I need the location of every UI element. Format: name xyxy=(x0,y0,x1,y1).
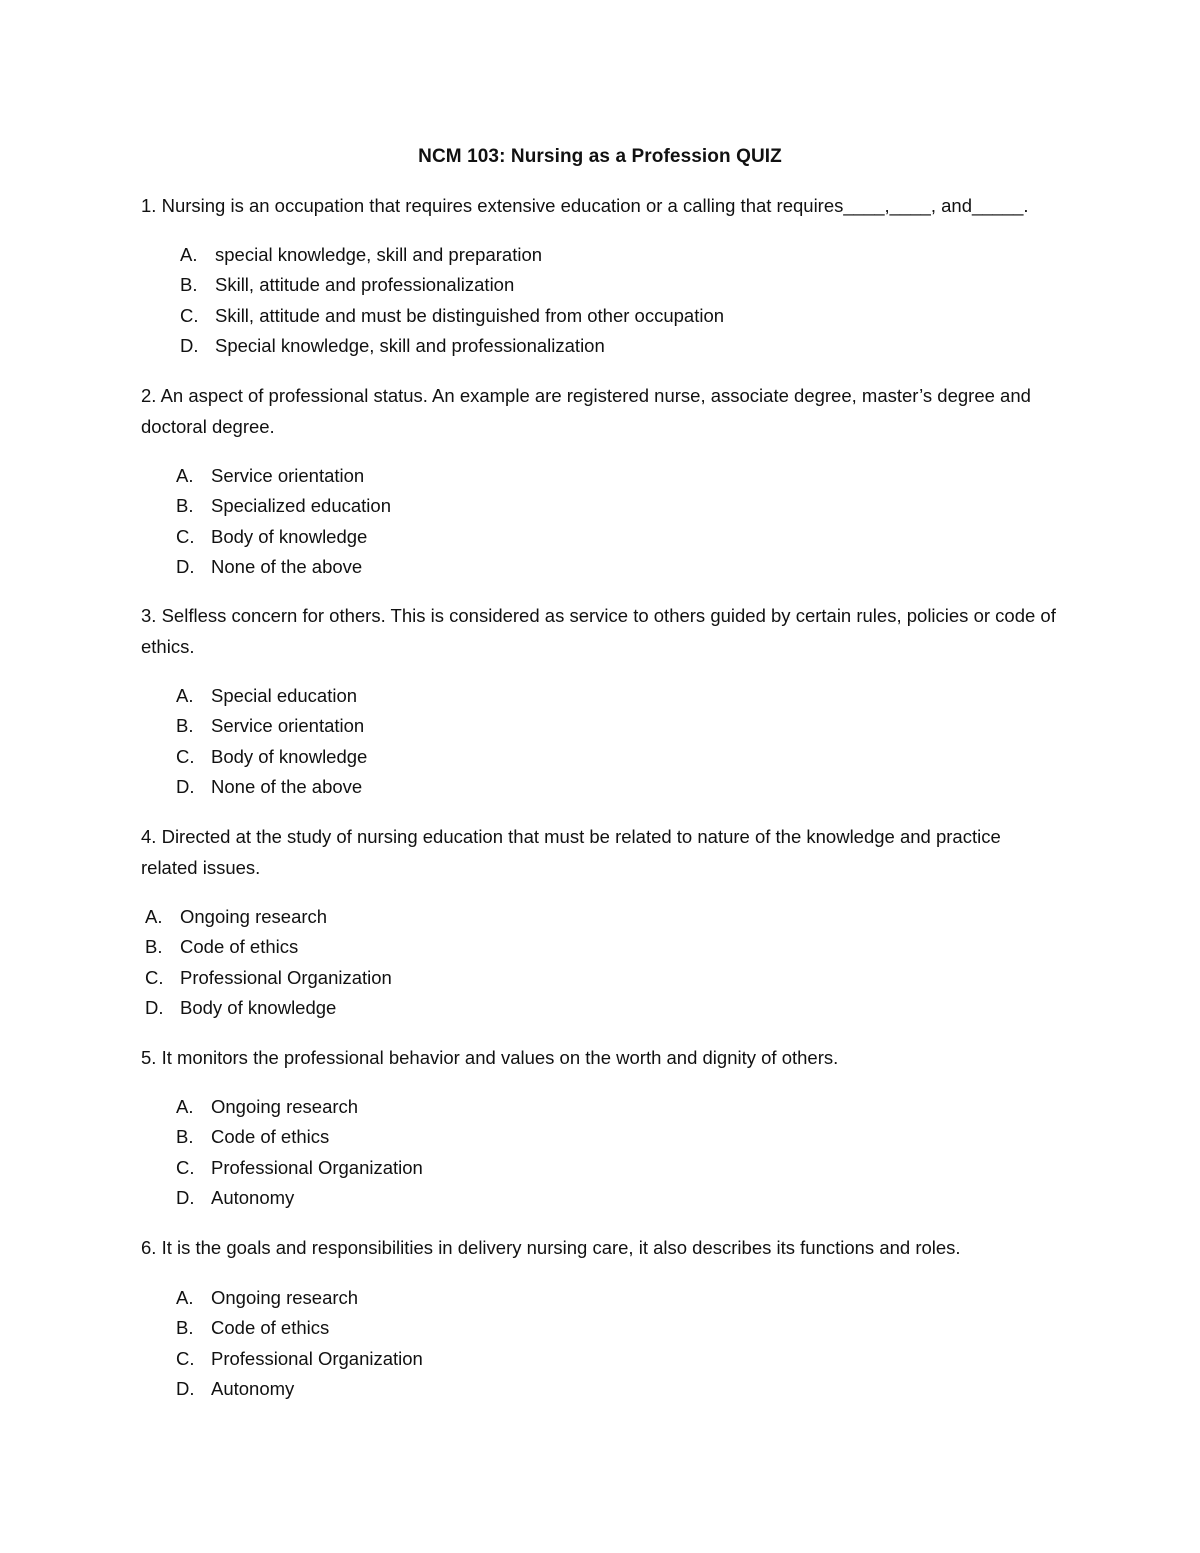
question-6 xyxy=(141,1233,1061,1264)
option-letter: A. xyxy=(176,685,194,706)
question-4 xyxy=(141,822,1061,883)
option-text: Special knowledge, skill and professionalization xyxy=(215,335,605,357)
question-number: 4. xyxy=(141,826,157,847)
option-letter: A. xyxy=(176,465,194,486)
option-letter: A. xyxy=(180,244,198,265)
option-letter: A. xyxy=(176,1287,194,1308)
question-text: Nursing is an occupation that requires extensive education or a calling that requires____,____, and_____. xyxy=(161,195,1029,216)
option-letter: C. xyxy=(176,525,195,547)
option-text: Skill, attitude and professionalization xyxy=(215,274,515,296)
option-text: Code of ethics xyxy=(211,1126,330,1148)
option-letter: D. xyxy=(176,776,195,798)
option-text: Service orientation xyxy=(211,465,365,486)
question-number: 1. xyxy=(141,195,157,216)
option-letter: B. xyxy=(180,274,198,296)
option-text: Specialized education xyxy=(211,495,391,517)
option-text: None of the above xyxy=(211,776,363,798)
option-text: Ongoing research xyxy=(211,1287,359,1308)
option-letter: C. xyxy=(176,1347,195,1369)
option-text: None of the above xyxy=(211,556,363,578)
question-text: It monitors the professional behavior and values on the worth and dignity of others. xyxy=(161,1047,839,1068)
option-letter: B. xyxy=(176,1126,194,1148)
question-text: Directed at the study of nursing education that must be related to nature of the knowledge and practice related issues. xyxy=(141,826,1001,878)
option-text: Autonomy xyxy=(211,1187,295,1209)
option-text: Skill, attitude and must be distinguished from other occupation xyxy=(215,304,725,326)
option-text: Body of knowledge xyxy=(180,997,337,1019)
option-text: Service orientation xyxy=(211,715,365,737)
question-number: 5. xyxy=(141,1047,157,1068)
question-5 xyxy=(141,1043,1061,1074)
option-letter: C. xyxy=(145,966,164,988)
question-2 xyxy=(141,381,1061,442)
option-text: Professional Organization xyxy=(211,1347,423,1369)
option-letter: A. xyxy=(145,906,163,927)
option-letter: D. xyxy=(176,556,195,578)
question-1 xyxy=(141,191,1061,222)
option-letter: B. xyxy=(145,936,163,958)
option-text: Code of ethics xyxy=(180,936,299,958)
option-text: Autonomy xyxy=(211,1378,295,1400)
question-3 xyxy=(141,601,1061,662)
option-letter: A. xyxy=(176,1096,194,1117)
option-letter: B. xyxy=(176,1317,194,1339)
question-text: An aspect of professional status. An example are registered nurse, associate degree, master’s degree and doctoral degree. xyxy=(141,385,1031,437)
question-number: 2. xyxy=(141,385,157,406)
question-number: 3. xyxy=(141,605,157,626)
option-text: special knowledge, skill and preparation xyxy=(215,244,543,265)
option-letter: B. xyxy=(176,715,194,737)
question-number: 6. xyxy=(141,1237,157,1258)
option-letter: D. xyxy=(176,1187,195,1209)
option-letter: C. xyxy=(176,745,195,767)
question-text: Selfless concern for others. This is considered as service to others guided by certain rules, policies or code of ethics. xyxy=(141,605,1056,657)
question-text: It is the goals and responsibilities in delivery nursing care, it also describes its functions and roles. xyxy=(161,1237,961,1258)
option-letter: C. xyxy=(176,1156,195,1178)
option-letter: D. xyxy=(180,335,199,357)
quiz-title: NCM 103: Nursing as a Profession QUIZ xyxy=(418,146,782,167)
option-text: Code of ethics xyxy=(211,1317,330,1339)
option-text: Professional Organization xyxy=(180,966,392,988)
option-text: Special education xyxy=(211,685,358,706)
option-letter: C. xyxy=(180,304,199,326)
option-text: Ongoing research xyxy=(180,906,328,927)
option-letter: D. xyxy=(145,997,164,1019)
option-text: Body of knowledge xyxy=(211,745,368,767)
option-text: Ongoing research xyxy=(211,1096,359,1117)
option-letter: B. xyxy=(176,495,194,517)
option-text: Professional Organization xyxy=(211,1156,423,1178)
option-text: Body of knowledge xyxy=(211,525,368,547)
option-letter: D. xyxy=(176,1378,195,1400)
